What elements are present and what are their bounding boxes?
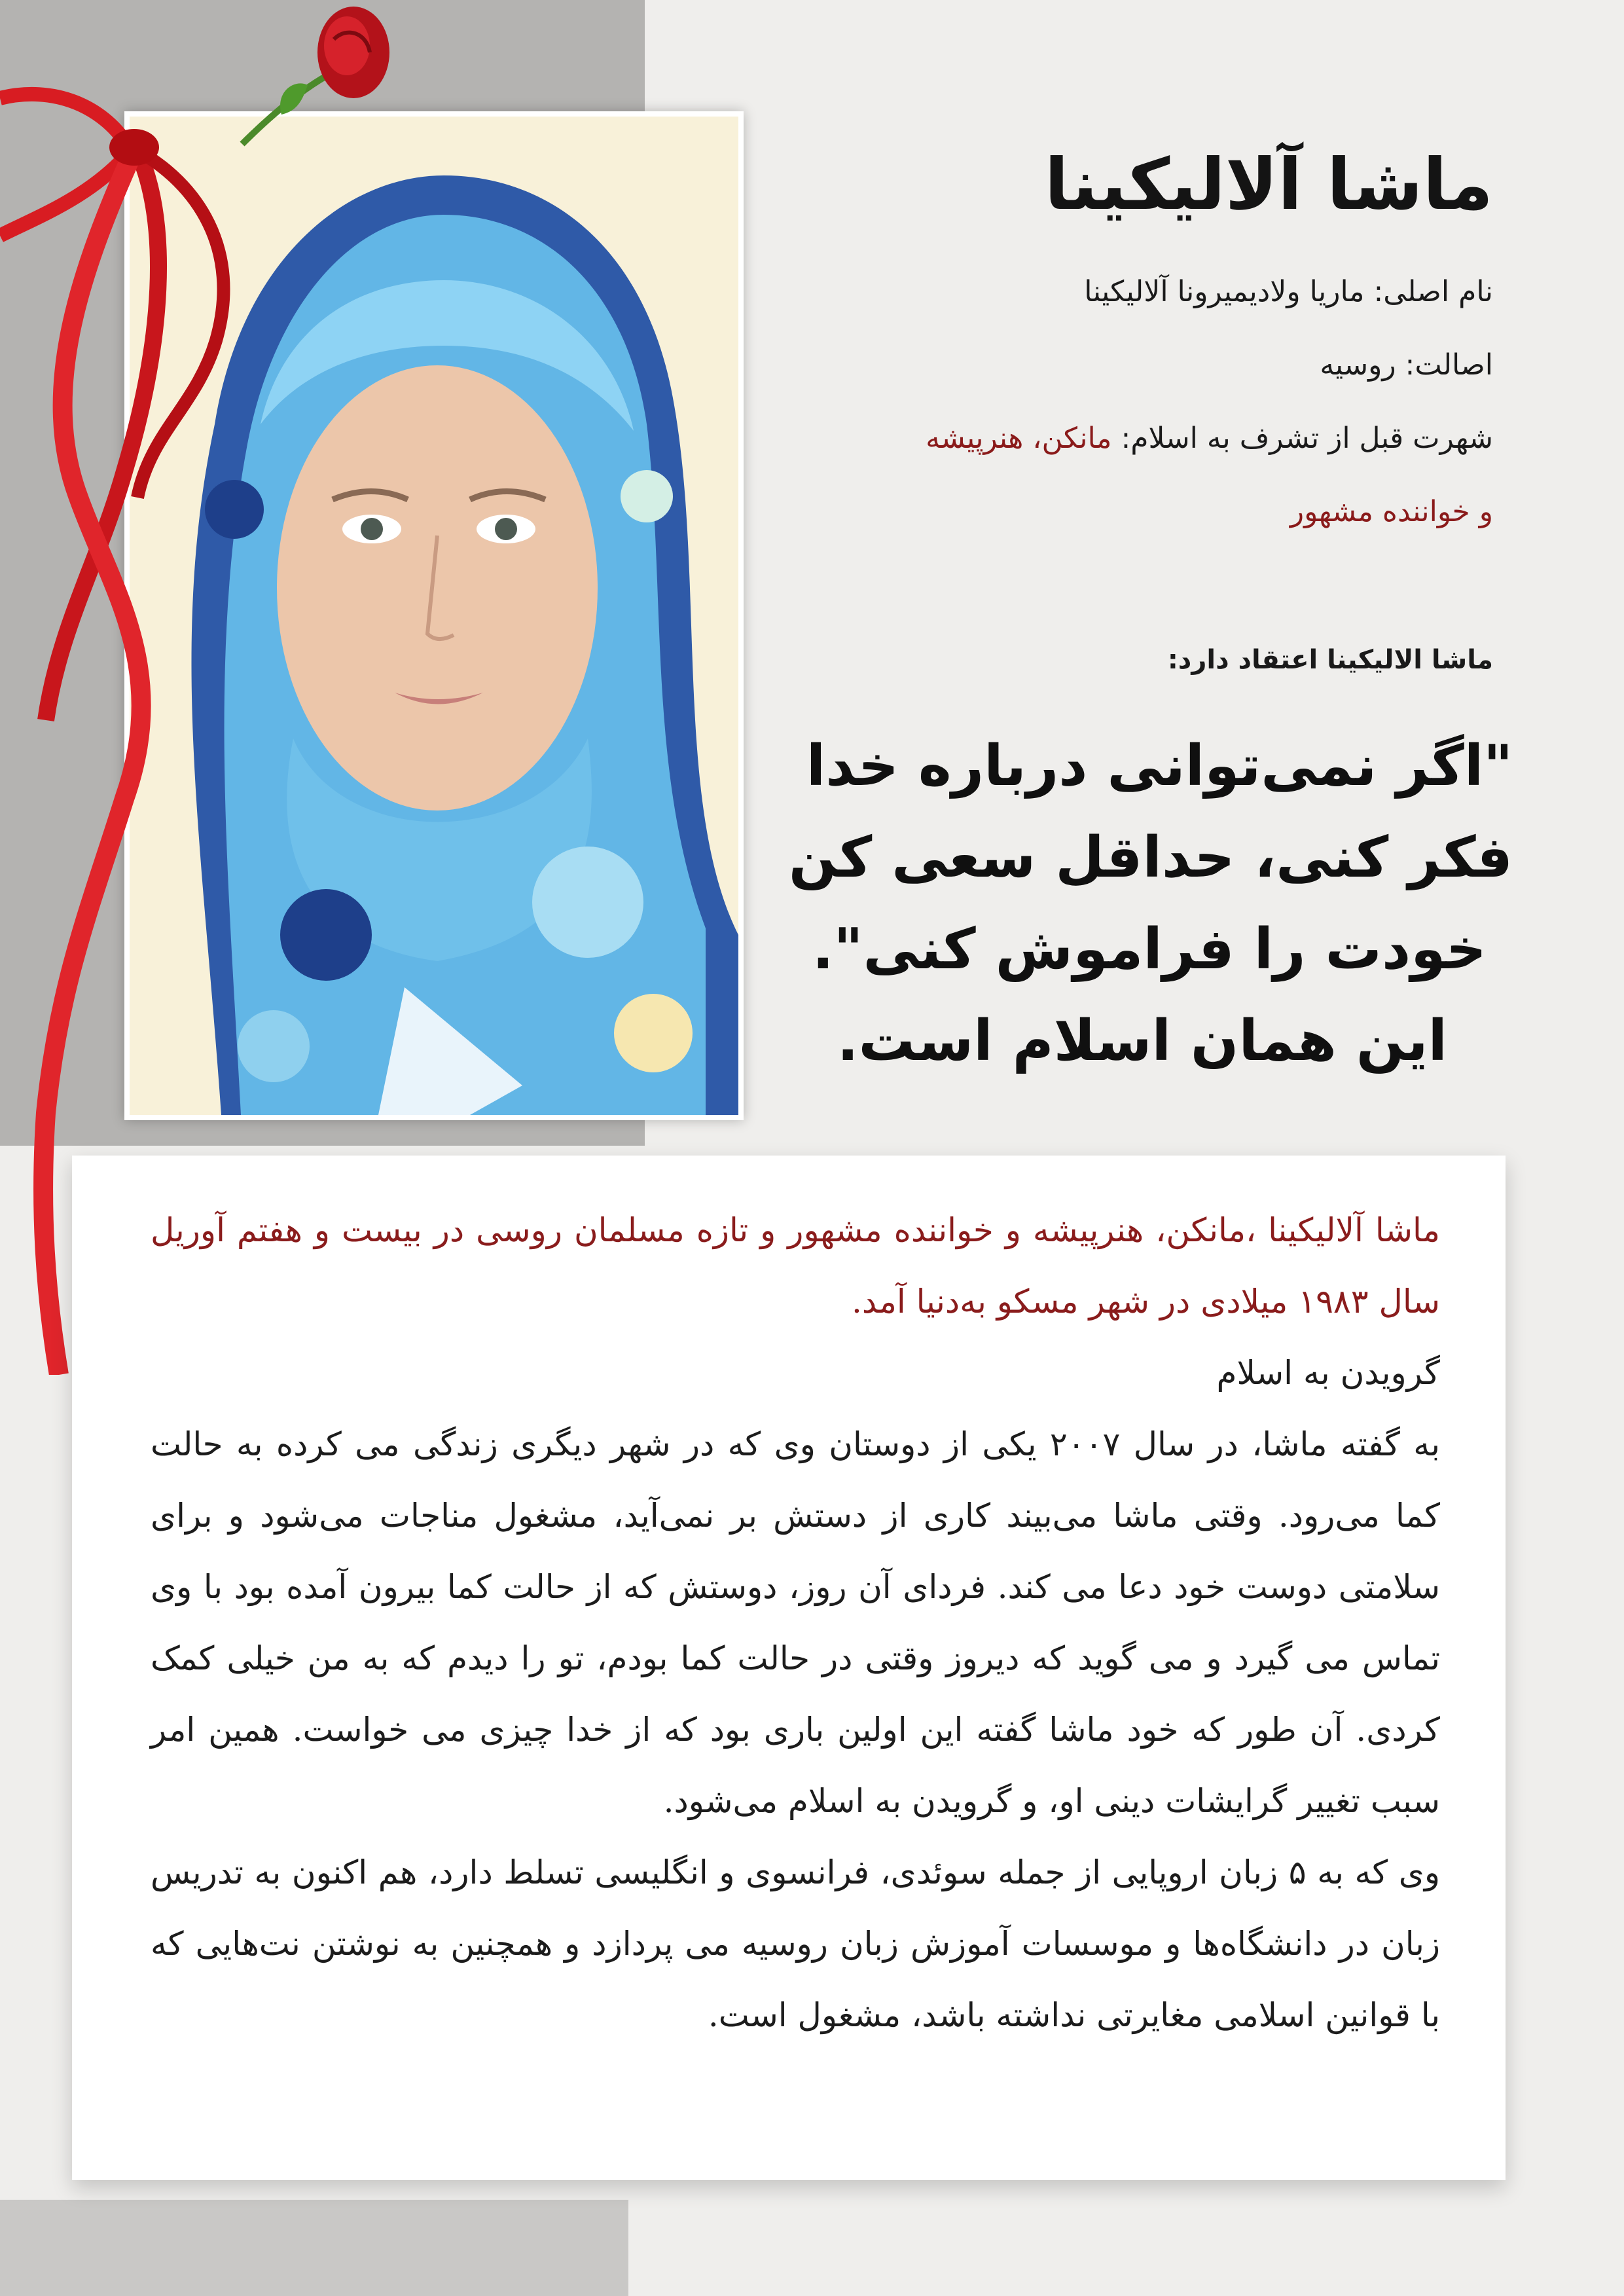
fame-value: مانکن، هنرپیشه (926, 422, 1112, 455)
quote-line: این همان اسلام است. (837, 1008, 1447, 1074)
origin-line: اصالت: روسیه (1320, 348, 1493, 382)
real-name-line: نام اصلی: ماریا ولادیمیرونا آلالیکینا (1084, 275, 1493, 308)
article-body (151, 1195, 1440, 2051)
fame-line (740, 402, 1493, 475)
quote-block (695, 720, 1513, 1087)
rose-decoration (236, 0, 399, 151)
article-card (72, 1156, 1506, 2180)
fame-value-continuation: و خواننده مشهور (1290, 495, 1493, 528)
quote-line: "اگر نمی‌توانی درباره خدا (806, 733, 1513, 799)
bio-info-block (740, 144, 1493, 549)
page-title: ماشا آلالیکینا (1044, 144, 1493, 226)
belief-label: ماشا الالیکینا اعتقاد دارد: (1167, 645, 1493, 675)
quote-line: خودت را فراموش کنی". (812, 917, 1487, 982)
background-grey-bottom (0, 2200, 628, 2296)
article-heading: گرویدن به اسلام (1216, 1354, 1440, 1392)
fame-prefix: شهرت قبل از تشرف به اسلام: (1111, 422, 1493, 455)
article-paragraph-1: به گفته ماشا، در سال ۲۰۰۷ یکی از دوستان وی که در شهر دیگری زندگی می کرده به حالت کما می‌رود. وقتی ماشا می‌بیند کاری از دستش بر نمی‌آید، مشغول مناجات می‌شود و برای سلامتی دوست خود دعا می کند. فردای آن روز، دوستش که از حالت کما بیرون آمده بود با وی تماس می گیرد و می گوید که دیروز وقتی در حالت کما بودم، تو را دیدم که به من خیلی کمک کردی. آن طور که خود ماشا گفته این اولین باری بود که از خدا چیزی می خواست. همین امر سبب تغییر گرایشات دینی او، و گرویدن به اسلام می‌شود. (151, 1425, 1440, 1820)
quote-line: فکر کنی، حداقل سعی کن (788, 825, 1513, 890)
article-paragraph-2: وی که به ۵ زبان اروپایی از جمله سوئدی، فرانسوی و انگلیسی تسلط دارد، هم اکنون به تدریس زبان در دانشگاه‌ها و موسسات آموزش زبان روسیه می پردازد و همچنین به نوشتن نت‌هایی که با قوانین اسلامی مغایرتی نداشته باشد، مشغول است. (151, 1853, 1441, 2034)
article-intro: ماشا آلالیکینا ،مانکن، هنرپیشه و خواننده مشهور و تازه مسلمان روسی در بیست و هفتم آوریل سال ۱۹۸۳ میلادی در شهر مسکو به‌دنیا آمد. (151, 1211, 1440, 1321)
